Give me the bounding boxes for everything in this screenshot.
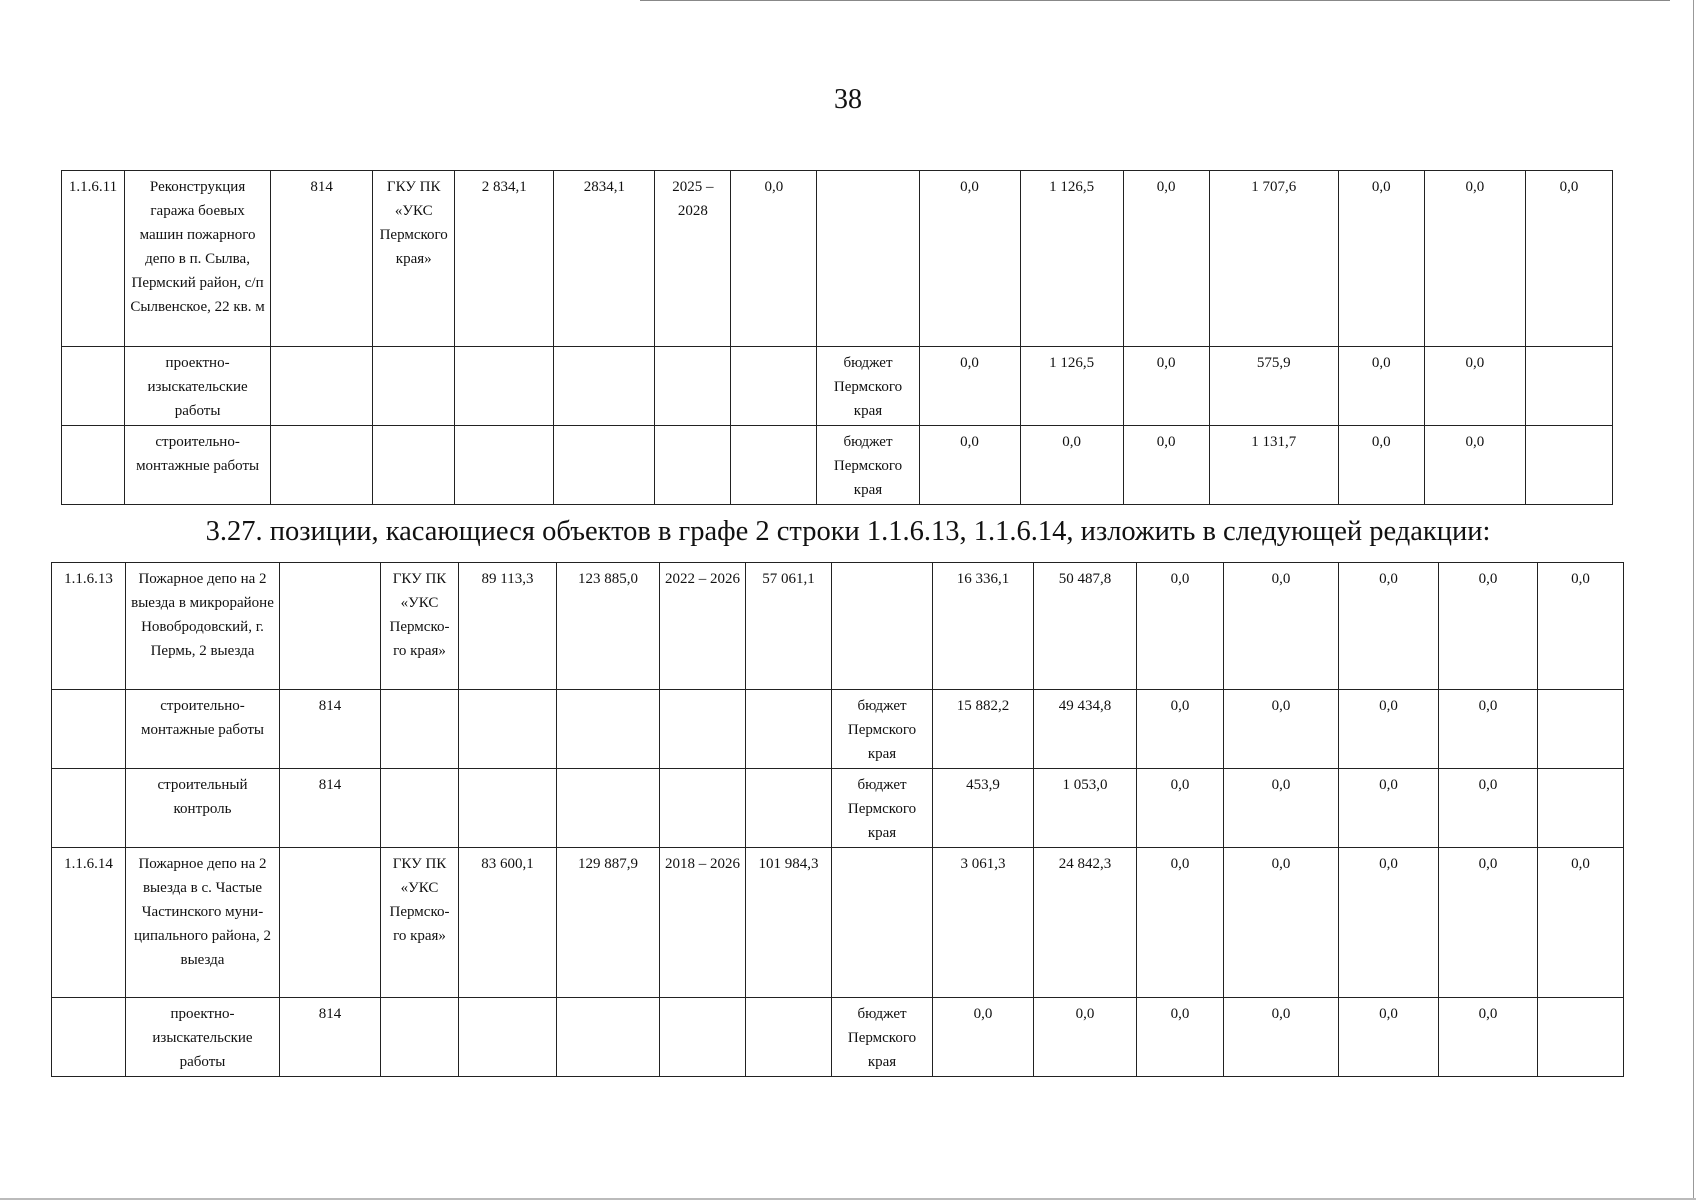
grbs-code	[280, 563, 381, 690]
year-value	[1538, 690, 1624, 769]
grbs-code: 814	[280, 769, 381, 848]
funding-source	[817, 171, 919, 347]
row-code: 1.1.6.14	[52, 848, 126, 998]
year-value: 0,0	[1034, 998, 1137, 1077]
year-value: 0,0	[1339, 998, 1439, 1077]
total-cost	[554, 426, 655, 505]
year-value: 1 707,6	[1209, 171, 1338, 347]
year-value: 1 053,0	[1034, 769, 1137, 848]
year-value: 0,0	[933, 998, 1034, 1077]
table-row	[62, 426, 1613, 505]
year-value: 0,0	[1538, 563, 1624, 690]
funded-value: 0,0	[731, 171, 817, 347]
amendment-heading: 3.27. позиции, касающиеся объектов в графе 2 строки 1.1.6.13, 1.1.6.14, изложить в следующей редакции:	[205, 516, 1491, 547]
period: 2025 – 2028	[655, 171, 731, 347]
year-value: 1 126,5	[1020, 347, 1123, 426]
table-row	[52, 848, 1624, 998]
customer: ГКУ ПК «УКС Пермско-го края»	[381, 563, 459, 690]
funding-source: бюджет Пермского края	[832, 690, 933, 769]
table-row	[52, 690, 1624, 769]
year-value: 0,0	[1224, 848, 1339, 998]
year-value: 0,0	[1439, 998, 1538, 1077]
year-value: 0,0	[1439, 848, 1538, 998]
grbs-code: 814	[280, 690, 381, 769]
funding-source: бюджет Пермского края	[832, 998, 933, 1077]
year-value: 0,0	[1137, 769, 1224, 848]
year-value: 0,0	[1339, 769, 1439, 848]
year-value: 1 131,7	[1209, 426, 1338, 505]
year-value: 0,0	[1123, 171, 1209, 347]
funding-source: бюджет Пермского края	[832, 769, 933, 848]
object-name: проектно-изыскательские работы	[125, 347, 271, 426]
period	[660, 998, 746, 1077]
year-value: 0,0	[1338, 171, 1424, 347]
year-value: 0,0	[1424, 171, 1525, 347]
year-value: 0,0	[1338, 426, 1424, 505]
total-cost: 123 885,0	[557, 563, 660, 690]
funded-value	[746, 690, 832, 769]
funding-source	[832, 563, 933, 690]
grbs-code: 814	[280, 998, 381, 1077]
row-code	[62, 426, 125, 505]
year-value	[1525, 347, 1612, 426]
row-code	[52, 769, 126, 848]
total-cost	[557, 769, 660, 848]
row-code	[52, 690, 126, 769]
object-name: Реконструкция гаража боевых машин пожарного депо в п. Сылва, Пермский район, с/п Сылвенское, 22 кв. м	[125, 171, 271, 347]
year-value: 0,0	[1439, 690, 1538, 769]
year-value: 0,0	[1339, 848, 1439, 998]
year-value: 0,0	[1439, 563, 1538, 690]
year-value: 0,0	[919, 171, 1020, 347]
customer	[373, 426, 455, 505]
customer	[381, 769, 459, 848]
grbs-code: 814	[271, 171, 373, 347]
year-value: 0,0	[1439, 769, 1538, 848]
table-row	[62, 347, 1613, 426]
period	[660, 769, 746, 848]
object-name: Пожарное депо на 2 выезда в с. Частые Частинского муни-ципального района, 2 выезда	[126, 848, 280, 998]
object-name: проектно-изыскательские работы	[126, 998, 280, 1077]
grbs-code	[280, 848, 381, 998]
top-rule	[640, 0, 1670, 1]
grbs-code	[271, 426, 373, 505]
funded-value: 57 061,1	[746, 563, 832, 690]
cost-estimate	[455, 347, 554, 426]
funded-value	[746, 769, 832, 848]
right-edge-rule	[1693, 0, 1694, 1200]
year-value: 0,0	[1538, 848, 1624, 998]
budget-table-1	[61, 170, 1613, 505]
customer	[381, 998, 459, 1077]
grbs-code	[271, 347, 373, 426]
year-value: 0,0	[1137, 690, 1224, 769]
year-value: 49 434,8	[1034, 690, 1137, 769]
period: 2018 – 2026	[660, 848, 746, 998]
total-cost	[557, 998, 660, 1077]
customer: ГКУ ПК «УКС Пермско-го края»	[381, 848, 459, 998]
year-value: 1 126,5	[1020, 171, 1123, 347]
total-cost	[557, 690, 660, 769]
table-row	[52, 998, 1624, 1077]
period	[655, 426, 731, 505]
funding-source	[832, 848, 933, 998]
year-value: 24 842,3	[1034, 848, 1137, 998]
year-value: 575,9	[1209, 347, 1338, 426]
budget-table-2	[51, 562, 1624, 1077]
object-name: строительный контроль	[126, 769, 280, 848]
object-name: строительно-монтажные работы	[126, 690, 280, 769]
year-value: 3 061,3	[933, 848, 1034, 998]
cost-estimate	[459, 998, 557, 1077]
cost-estimate: 2 834,1	[455, 171, 554, 347]
year-value: 0,0	[1137, 563, 1224, 690]
period	[660, 690, 746, 769]
cost-estimate: 89 113,3	[459, 563, 557, 690]
year-value: 0,0	[1020, 426, 1123, 505]
year-value: 0,0	[1525, 171, 1612, 347]
year-value: 0,0	[1339, 690, 1439, 769]
year-value: 0,0	[1123, 426, 1209, 505]
year-value: 0,0	[1424, 347, 1525, 426]
year-value: 0,0	[1338, 347, 1424, 426]
cost-estimate	[459, 690, 557, 769]
year-value: 0,0	[1137, 848, 1224, 998]
customer	[381, 690, 459, 769]
year-value: 0,0	[1224, 563, 1339, 690]
year-value: 0,0	[1224, 998, 1339, 1077]
customer: ГКУ ПК «УКС Пермского края»	[373, 171, 455, 347]
year-value: 0,0	[1137, 998, 1224, 1077]
table-row	[52, 769, 1624, 848]
cost-estimate: 83 600,1	[459, 848, 557, 998]
row-code: 1.1.6.13	[52, 563, 126, 690]
funded-value: 101 984,3	[746, 848, 832, 998]
row-code	[52, 998, 126, 1077]
year-value: 0,0	[1123, 347, 1209, 426]
year-value	[1538, 769, 1624, 848]
object-name: Пожарное депо на 2 выезда в микрорайоне Новобродовский, г. Пермь, 2 выезда	[126, 563, 280, 690]
row-code	[62, 347, 125, 426]
row-code: 1.1.6.11	[62, 171, 125, 347]
year-value: 15 882,2	[933, 690, 1034, 769]
year-value: 0,0	[919, 347, 1020, 426]
page-number: 38	[834, 84, 862, 115]
cost-estimate	[455, 426, 554, 505]
year-value: 0,0	[1224, 769, 1339, 848]
year-value: 0,0	[919, 426, 1020, 505]
year-value	[1538, 998, 1624, 1077]
year-value: 0,0	[1339, 563, 1439, 690]
funded-value	[731, 347, 817, 426]
table-row	[62, 171, 1613, 347]
table-row	[52, 563, 1624, 690]
year-value: 453,9	[933, 769, 1034, 848]
funding-source: бюджет Пермского края	[817, 426, 919, 505]
object-name: строительно-монтажные работы	[125, 426, 271, 505]
funding-source: бюджет Пермского края	[817, 347, 919, 426]
cost-estimate	[459, 769, 557, 848]
year-value: 16 336,1	[933, 563, 1034, 690]
period: 2022 – 2026	[660, 563, 746, 690]
year-value: 50 487,8	[1034, 563, 1137, 690]
customer	[373, 347, 455, 426]
total-cost: 129 887,9	[557, 848, 660, 998]
funded-value	[731, 426, 817, 505]
year-value: 0,0	[1224, 690, 1339, 769]
total-cost	[554, 347, 655, 426]
total-cost: 2834,1	[554, 171, 655, 347]
year-value	[1525, 426, 1612, 505]
funded-value	[746, 998, 832, 1077]
period	[655, 347, 731, 426]
year-value: 0,0	[1424, 426, 1525, 505]
